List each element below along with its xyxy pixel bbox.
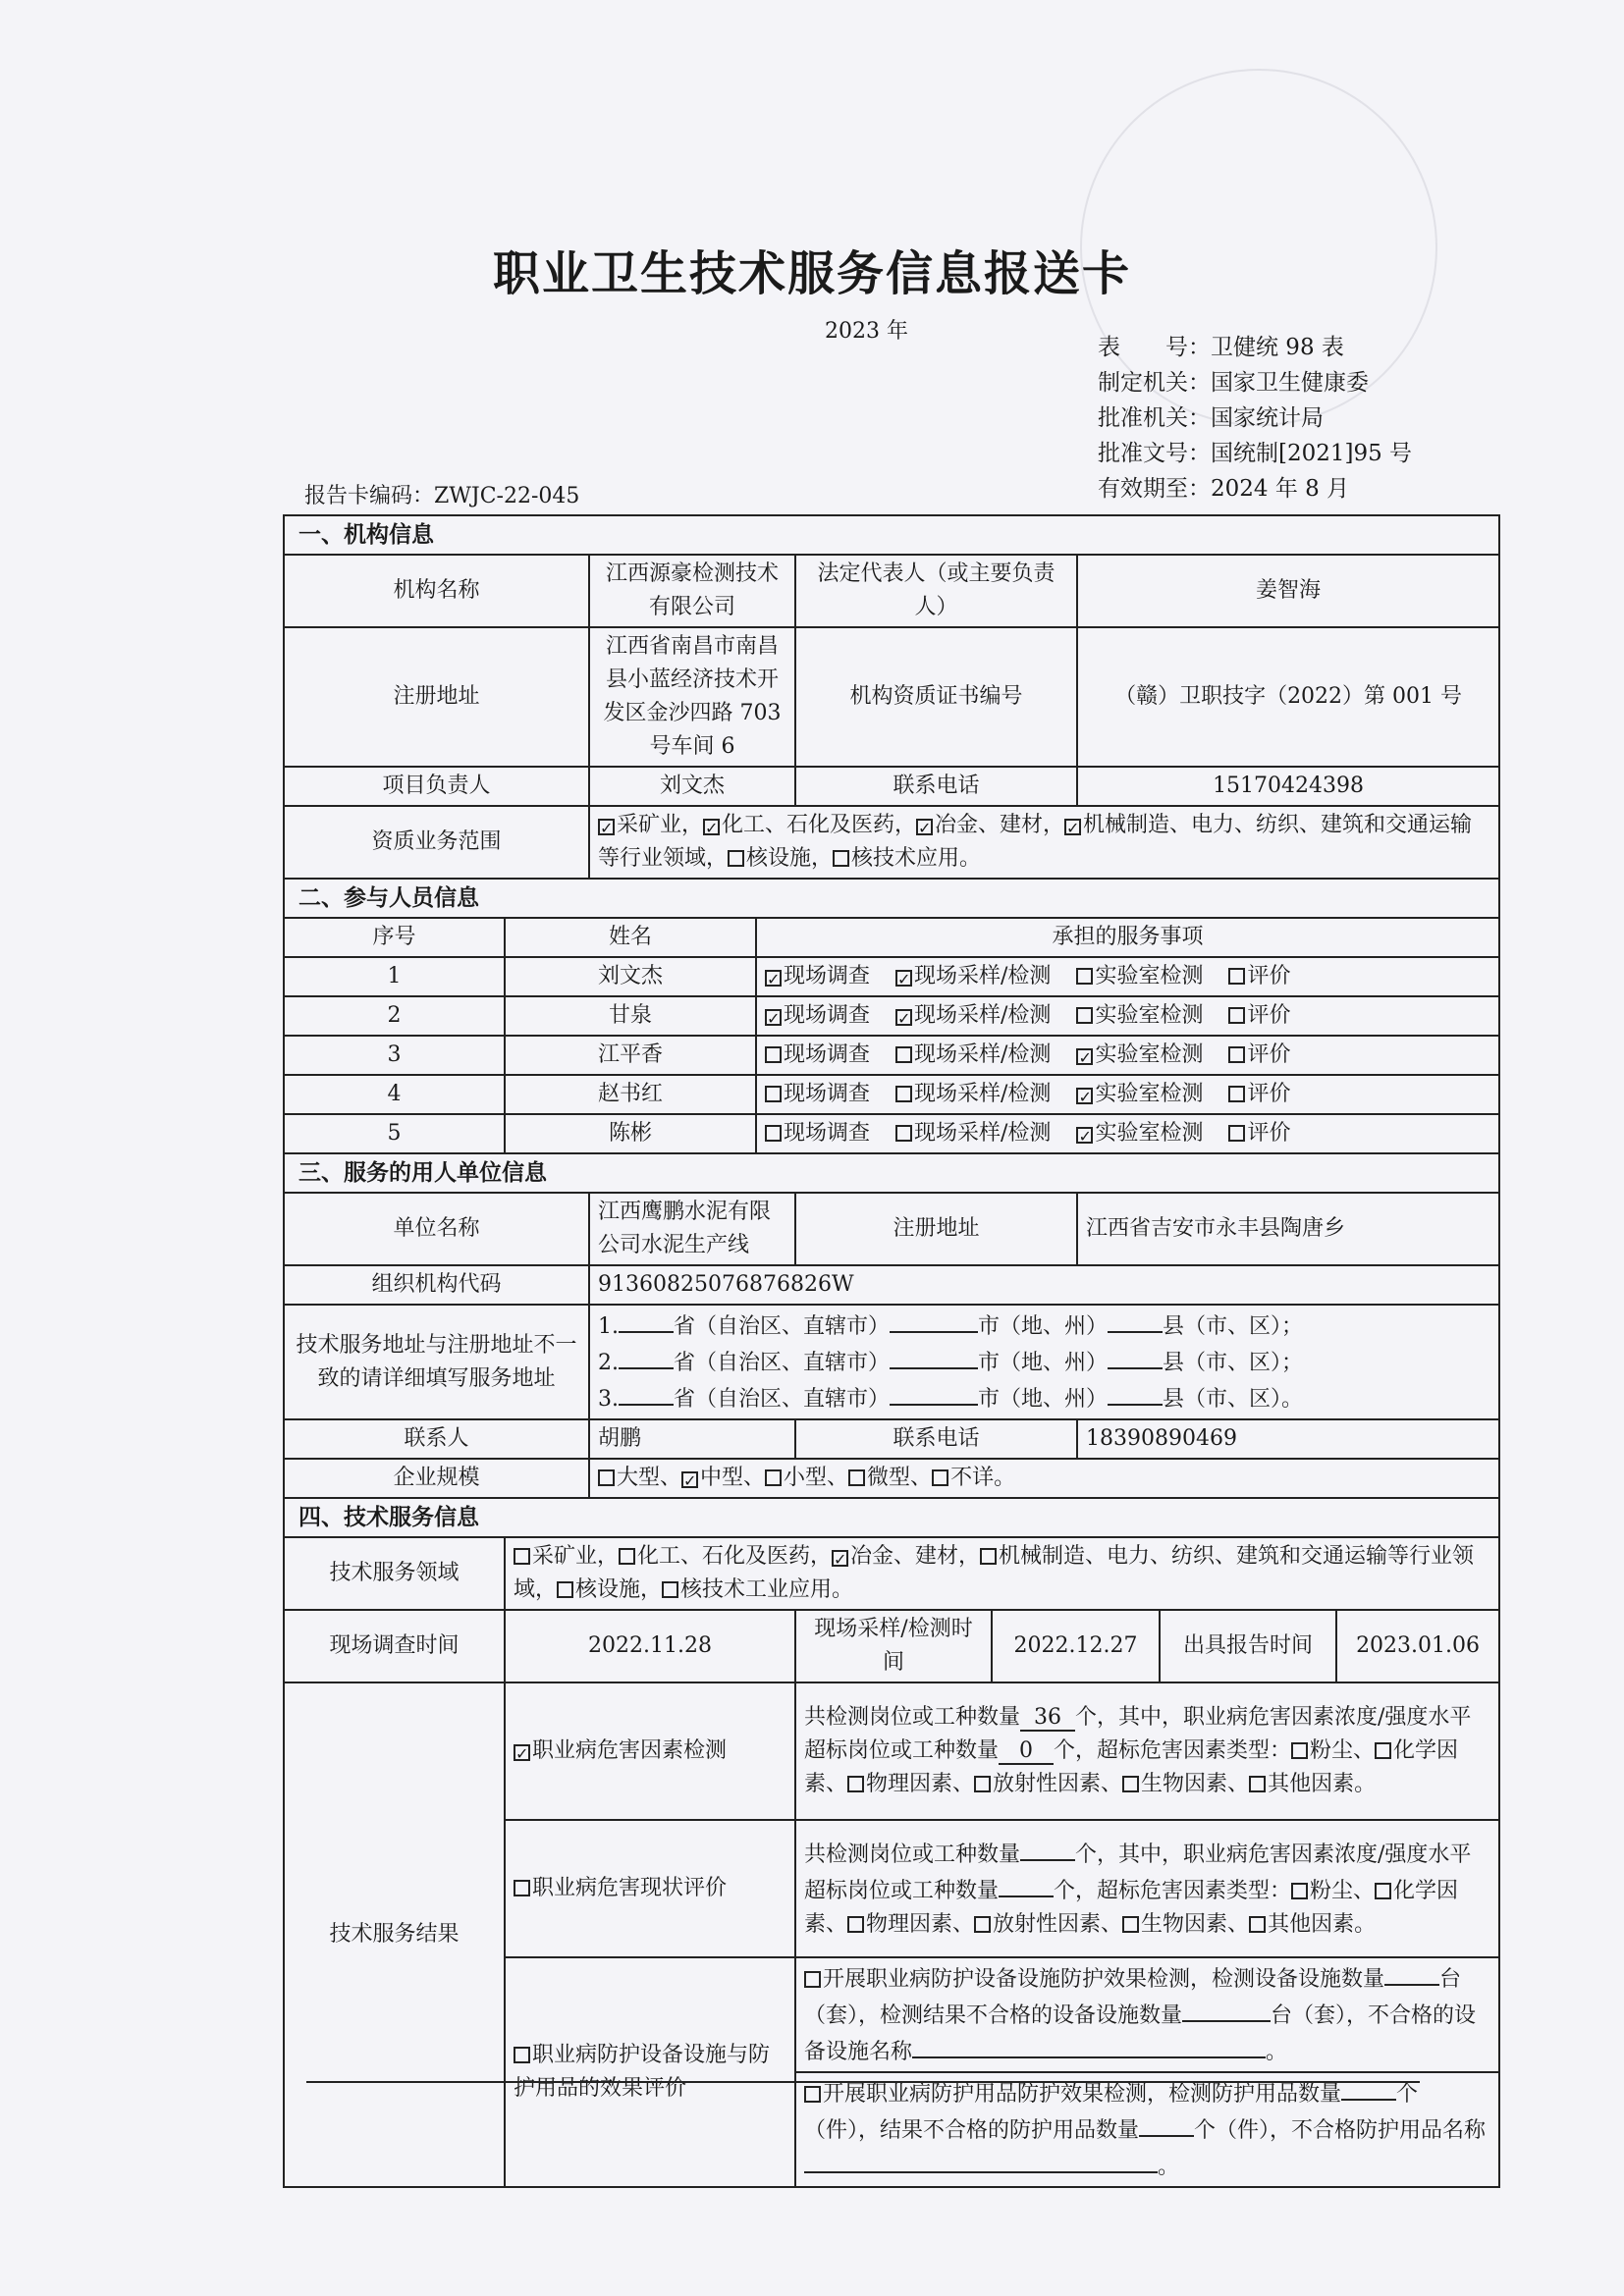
checkbox-icon[interactable]: ✓ <box>705 819 719 837</box>
form-title: 职业卫生技术服务信息报送卡 <box>492 246 1131 301</box>
checkbox-icon[interactable] <box>1228 968 1245 985</box>
org-scope-options <box>589 806 1499 879</box>
form-meta <box>1098 330 1412 507</box>
staff-services: 现场调查 现场采样/检测 ✓ 实验室检测 评价 <box>756 1114 1499 1153</box>
employer-service-addr-label: 技术服务地址与注册地址不一致的请详细填写服务地址 <box>284 1305 589 1419</box>
checkbox-icon[interactable] <box>557 1581 573 1598</box>
staff-services: ✓ 现场调查 ✓ 现场采样/检测 实验室检测 评价 <box>756 957 1499 996</box>
staff-header-name: 姓名 <box>505 918 756 957</box>
checkbox-icon[interactable] <box>1228 1046 1245 1063</box>
employer-contact: 胡鹏 <box>589 1419 795 1459</box>
scope-option: ✓ 冶金、建材， <box>918 813 1065 837</box>
org-rep-label: 法定代表人（或主要负责人） <box>795 555 1077 627</box>
checkbox-icon[interactable] <box>765 1125 782 1142</box>
checkbox-icon[interactable] <box>833 850 849 867</box>
checkbox-icon[interactable]: ✓ <box>1078 1088 1092 1106</box>
checkbox-icon[interactable] <box>1122 1776 1139 1792</box>
checkbox-icon[interactable] <box>1291 1742 1308 1759</box>
result-protection-evaluation: 职业病防护设备设施与防护用品的效果评价 <box>505 1957 795 2187</box>
checkbox-icon[interactable] <box>895 1086 912 1102</box>
report-time-label: 出具报告时间 <box>1160 1610 1336 1682</box>
scope-option: 核设施， <box>728 846 833 871</box>
service-addr-line: 1. 省（自治区、直辖市） 市（地、州） 县（市、区）； <box>598 1308 1490 1344</box>
checkbox-icon[interactable] <box>1228 1086 1245 1102</box>
survey-date: 2022.11.28 <box>505 1610 795 1682</box>
report-date: 2023.01.06 <box>1336 1610 1499 1682</box>
org-cert: （赣）卫职技字（2022）第 001 号 <box>1077 627 1499 767</box>
result-status-evaluation-detail: 共检测岗位或工种数量 个，其中，职业病危害因素浓度/强度水平超标岗位或工种数量 个，超标危害因素类型： 粉尘、 化学因素、 物理因素、 放射性因素、 生物因素、 其他因素。 <box>795 1820 1499 1957</box>
checkbox-icon[interactable]: ✓ <box>834 1550 847 1569</box>
footer-divider <box>306 2081 1420 2083</box>
checkbox-icon[interactable]: ✓ <box>1078 1048 1092 1067</box>
checkbox-icon[interactable]: ✓ <box>600 819 614 837</box>
checkbox-icon[interactable] <box>598 1469 615 1486</box>
meta-table-no: 表 号：卫健统 98 表 <box>1098 335 1344 360</box>
checkbox-icon[interactable]: ✓ <box>683 1471 697 1490</box>
checkbox-icon[interactable] <box>847 1776 864 1792</box>
checkbox-icon[interactable] <box>804 1971 821 1988</box>
checkbox-icon[interactable]: ✓ <box>897 970 911 988</box>
sampling-date: 2022.12.27 <box>992 1610 1160 1682</box>
staff-no: 5 <box>284 1114 505 1153</box>
staff-name: 甘泉 <box>505 996 756 1036</box>
staff-header-no: 序号 <box>284 918 505 957</box>
meta-approver: 批准机关：国家统计局 <box>1098 405 1324 431</box>
checkbox-icon[interactable] <box>974 1776 991 1792</box>
meta-issuer: 制定机关：国家卫生健康委 <box>1098 370 1369 396</box>
employer-contact-label: 联系人 <box>284 1419 589 1459</box>
checkbox-icon[interactable] <box>895 1046 912 1063</box>
staff-name: 刘文杰 <box>505 957 756 996</box>
result-ppe-detail: 开展职业病防护用品防护效果检测，检测防护用品数量 个（件），结果不合格的防护用品数量 个（件），不合格防护用品名称。 <box>795 2072 1499 2187</box>
checkbox-icon[interactable] <box>1122 1916 1139 1933</box>
checkbox-icon[interactable] <box>728 850 744 867</box>
checkbox-icon[interactable] <box>847 1916 864 1933</box>
checkbox-icon[interactable] <box>932 1469 948 1486</box>
checkbox-icon[interactable] <box>514 1548 530 1565</box>
staff-no: 1 <box>284 957 505 996</box>
checkbox-icon[interactable] <box>1249 1916 1266 1933</box>
checkbox-icon[interactable] <box>1228 1125 1245 1142</box>
checkbox-icon[interactable] <box>1375 1883 1391 1899</box>
checkbox-icon[interactable] <box>895 1125 912 1142</box>
employer-size-options: 大型、 ✓ 中型、 小型、 微型、 不详。 <box>589 1459 1499 1498</box>
checkbox-icon[interactable] <box>1076 968 1093 985</box>
staff-name: 赵书红 <box>505 1075 756 1114</box>
checkbox-icon[interactable] <box>765 1469 782 1486</box>
checkbox-icon[interactable]: ✓ <box>918 819 932 837</box>
tech-field-label: 技术服务领域 <box>284 1537 505 1610</box>
service-addr-line: 2. 省（自治区、直辖市） 市（地、州） 县（市、区）； <box>598 1344 1490 1380</box>
org-phone-label: 联系电话 <box>795 767 1077 806</box>
result-hazard-detection-detail: 共检测岗位或工种数量 36 个，其中，职业病危害因素浓度/强度水平超标岗位或工种数量 0 个，超标危害因素类型： 粉尘、 化学因素、 物理因素、 放射性因素、 生物因素、 其他因素。 <box>795 1682 1499 1820</box>
staff-row <box>284 1036 1499 1075</box>
org-rep: 姜智海 <box>1077 555 1499 627</box>
employer-org-code: 91360825076876826W <box>589 1265 1499 1305</box>
employer-addr: 江西省吉安市永丰县陶唐乡 <box>1077 1193 1499 1265</box>
survey-time-label: 现场调查时间 <box>284 1610 505 1682</box>
org-lead-label: 项目负责人 <box>284 767 589 806</box>
org-lead: 刘文杰 <box>589 767 795 806</box>
employer-phone: 18390890469 <box>1077 1419 1499 1459</box>
result-equipment-detail: 开展职业病防护设备设施防护效果检测，检测设备设施数量 台（套），检测结果不合格的设备设施数量 台（套），不合格的设备设施名称 。 <box>795 1957 1499 2072</box>
checkbox-icon[interactable]: ✓ <box>767 1009 781 1028</box>
staff-no: 4 <box>284 1075 505 1114</box>
staff-services: ✓ 现场调查 ✓ 现场采样/检测 实验室检测 评价 <box>756 996 1499 1036</box>
scope-option: ✓ 化工、石化及医药， <box>705 813 917 837</box>
report-code: 报告卡编码：ZWJC-22-045 <box>304 484 580 508</box>
checkbox-icon[interactable] <box>765 1046 782 1063</box>
checkbox-icon[interactable] <box>619 1548 635 1565</box>
employer-name: 江西鹰鹏水泥有限公司水泥生产线 <box>589 1193 795 1265</box>
employer-phone-label: 联系电话 <box>795 1419 1077 1459</box>
checkbox-icon[interactable]: ✓ <box>1066 819 1080 837</box>
report-form-table <box>283 514 1500 2188</box>
org-addr-label: 注册地址 <box>284 627 589 767</box>
checkbox-icon[interactable] <box>514 2047 530 2063</box>
checkbox-icon[interactable] <box>662 1581 678 1598</box>
staff-row <box>284 1075 1499 1114</box>
tech-field-options: 采矿业， 化工、石化及医药， ✓ 冶金、建材， 机械制造、电力、纺织、建筑和交通运输等行业领域， 核设施， 核技术工业应用。 <box>505 1537 1499 1610</box>
org-cert-label: 机构资质证书编号 <box>795 627 1077 767</box>
staff-name: 陈彬 <box>505 1114 756 1153</box>
result-hazard-detection: ✓ 职业病危害因素检测 <box>505 1682 795 1820</box>
checkbox-icon[interactable] <box>974 1916 991 1933</box>
checkbox-icon[interactable] <box>1228 1007 1245 1024</box>
staff-no: 2 <box>284 996 505 1036</box>
result-status-evaluation: 职业病危害现状评价 <box>505 1820 795 1957</box>
checkbox-icon[interactable] <box>804 2086 821 2103</box>
checkbox-icon[interactable] <box>1291 1883 1308 1899</box>
form-year: 2023 年 <box>825 319 908 344</box>
staff-row <box>284 1114 1499 1153</box>
employer-org-code-label: 组织机构代码 <box>284 1265 589 1305</box>
checkbox-icon[interactable]: ✓ <box>515 1744 529 1763</box>
org-name-label: 机构名称 <box>284 555 589 627</box>
checkbox-icon[interactable] <box>765 1086 782 1102</box>
org-scope-label: 资质业务范围 <box>284 806 589 879</box>
staff-row <box>284 996 1499 1036</box>
employer-name-label: 单位名称 <box>284 1193 589 1265</box>
staff-services: 现场调查 现场采样/检测 ✓ 实验室检测 评价 <box>756 1036 1499 1075</box>
checkbox-icon[interactable]: ✓ <box>1078 1127 1092 1146</box>
staff-services: 现场调查 现场采样/检测 ✓ 实验室检测 评价 <box>756 1075 1499 1114</box>
staff-header-services: 承担的服务事项 <box>756 918 1499 957</box>
checkbox-icon[interactable] <box>1375 1742 1391 1759</box>
sampling-time-label: 现场采样/检测时间 <box>795 1610 992 1682</box>
meta-approval-no: 批准文号：国统制[2021]95 号 <box>1098 441 1413 466</box>
results-label: 技术服务结果 <box>284 1682 505 2187</box>
scope-option: 核技术应用。 <box>833 846 981 871</box>
checkbox-icon[interactable] <box>1076 1007 1093 1024</box>
employer-addr-label: 注册地址 <box>795 1193 1077 1265</box>
org-phone: 15170424398 <box>1077 767 1499 806</box>
scope-option: ✓ 采矿业， <box>600 813 704 837</box>
employer-service-addr-lines <box>589 1305 1499 1419</box>
checkbox-icon[interactable]: ✓ <box>767 970 781 988</box>
section-staff-info: 二、参与人员信息 <box>284 879 1499 918</box>
checkbox-icon[interactable]: ✓ <box>897 1009 911 1028</box>
meta-valid-until: 有效期至：2024 年 8 月 <box>1098 476 1350 502</box>
checkbox-icon[interactable] <box>980 1548 997 1565</box>
org-addr: 江西省南昌市南昌县小蓝经济技术开发区金沙四路 703 号车间 6 <box>589 627 795 767</box>
staff-name: 江平香 <box>505 1036 756 1075</box>
checkbox-icon[interactable] <box>514 1880 530 1896</box>
org-name: 江西源豪检测技术有限公司 <box>589 555 795 627</box>
staff-row <box>284 957 1499 996</box>
staff-no: 3 <box>284 1036 505 1075</box>
checkbox-icon[interactable] <box>1249 1776 1266 1792</box>
section-org-info: 一、机构信息 <box>284 515 1499 555</box>
section-employer-info: 三、服务的用人单位信息 <box>284 1153 1499 1193</box>
employer-size-label: 企业规模 <box>284 1459 589 1498</box>
scope-option: ✓ 机械制造、电力、纺织、建筑和交通运输等行业领域， <box>598 813 1473 871</box>
section-tech-info: 四、技术服务信息 <box>284 1498 1499 1537</box>
service-addr-line: 3. 省（自治区、直辖市） 市（地、州） 县（市、区）。 <box>598 1380 1490 1416</box>
checkbox-icon[interactable] <box>848 1469 865 1486</box>
